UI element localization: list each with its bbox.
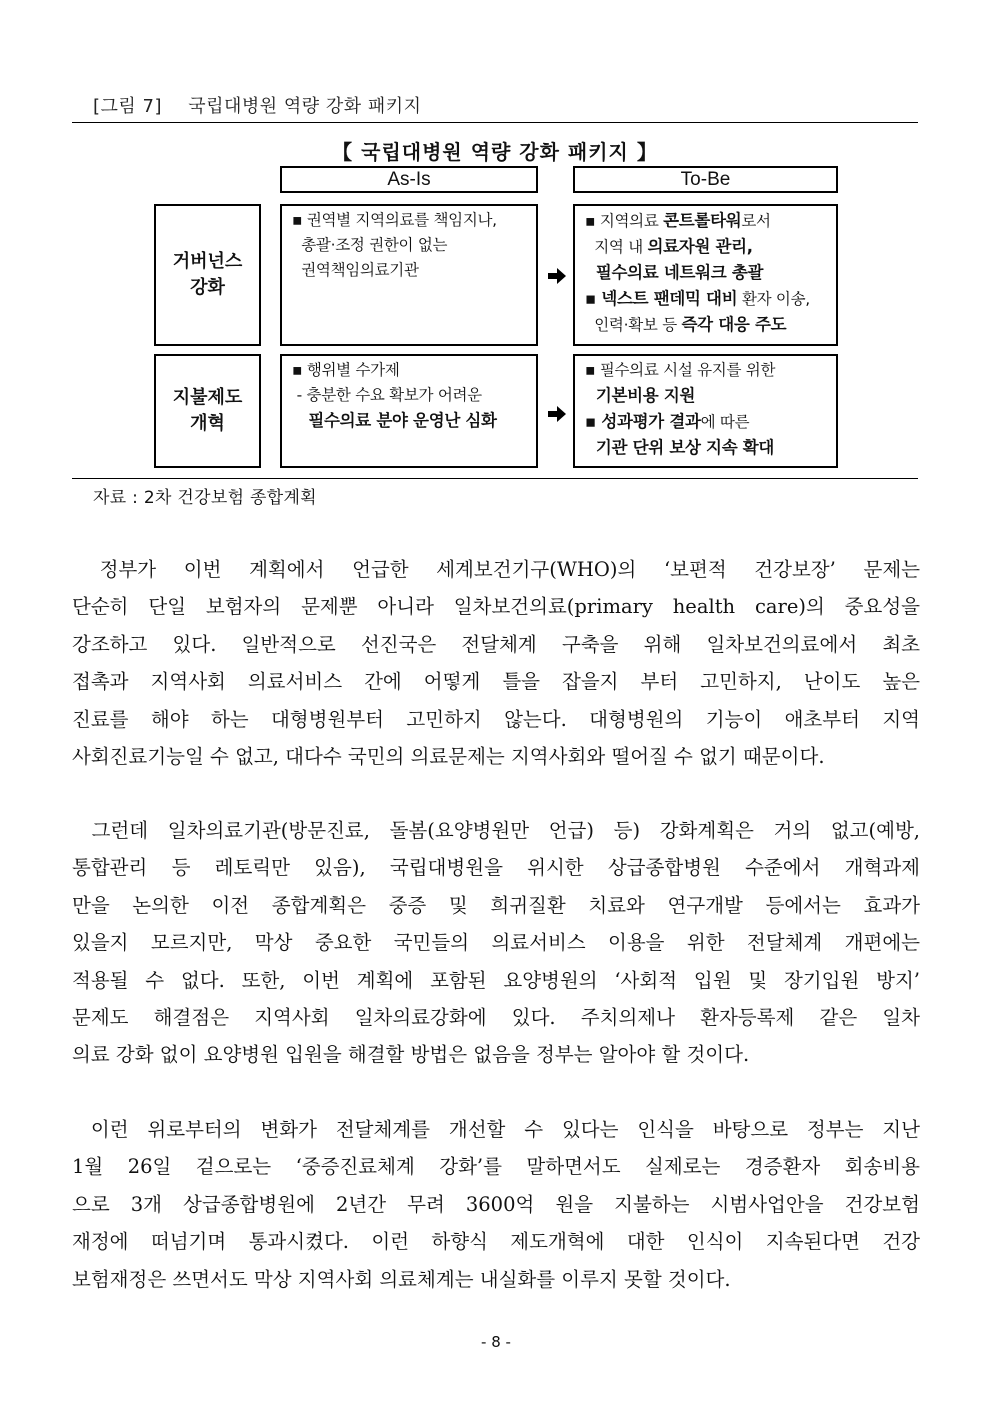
figure-bottom-rule xyxy=(72,478,918,479)
tobe-cell-governance xyxy=(573,204,838,346)
cell-text: 로서 xyxy=(741,212,771,230)
paragraph-line: 문제도 해결점은 지역사회 일차의료강화에 있다. 주치의제나 환자등록제 같은 일차 xyxy=(72,1005,920,1029)
cell-emphasis-text: 기본비용 지원 xyxy=(585,386,696,405)
cell-text: 인력·확보 등 xyxy=(585,316,682,334)
cell-line xyxy=(585,383,830,409)
cell-text: 환자 이송, xyxy=(737,290,810,308)
cell-line xyxy=(585,409,830,435)
cell-emphasis-text: 의료자원 관리, xyxy=(647,237,753,256)
paragraph-line: 그런데 일차의료기관(방문진료, 돌봄(요양병원만 언급) 등) 강화계획은 거의 없고(예방, xyxy=(72,819,920,842)
body-paragraph xyxy=(72,1111,920,1298)
cell-emphasis-text: 기관 단위 보상 지속 확대 xyxy=(585,438,775,457)
paragraph-line: 으로 3개 상급종합병원에 2년간 무려 3600억 원을 지불하는 시범사업안을 건강보험 xyxy=(72,1192,920,1216)
cell-line xyxy=(585,286,830,312)
row-header-payment xyxy=(154,354,261,468)
cell-text: ▪ 지역의료 xyxy=(585,212,664,230)
column-header-asis: As-Is xyxy=(280,166,538,193)
cell-emphasis-text: 필수의료 분야 운영난 심화 xyxy=(292,411,497,430)
cell-line xyxy=(292,208,530,233)
cell-text: ▪ 권역별 지역의료를 책임지나, xyxy=(292,211,497,229)
row-header-line: 지불제도 xyxy=(172,387,243,408)
cell-line xyxy=(292,358,530,383)
paragraph-line: 사회진료기능일 수 없고, 대다수 국민의 의료문제는 지역사회와 떨어질 수 없기 때문이다. xyxy=(72,744,825,768)
asis-cell-governance xyxy=(280,204,538,346)
cell-line xyxy=(585,358,830,383)
figure-caption-label: [그림 7] xyxy=(93,96,162,117)
cell-line xyxy=(292,383,530,408)
paragraph-line: 강조하고 있다. 일반적으로 선진국은 전달체계 구축을 위해 일차보건의료에서 최초 xyxy=(72,632,920,656)
asis-cell-payment xyxy=(280,354,538,468)
paragraph-line: 있을지 모르지만, 막상 중요한 국민들의 의료서비스 이용을 위한 전달체계 개편에는 xyxy=(72,931,920,955)
cell-line xyxy=(585,312,830,338)
paragraph-line: 접촉과 지역사회 의료서비스 간에 어떻게 틀을 잡을지 부터 고민하지, 난이도 높은 xyxy=(72,670,920,694)
row-header-line: 강화 xyxy=(190,277,225,298)
row-header-governance xyxy=(154,204,261,346)
cell-text: 지역 내 xyxy=(585,238,648,256)
figure-caption-text: 국립대병원 역량 강화 패키지 xyxy=(188,96,422,117)
paragraph-line: 재정에 떠넘기며 통과시켰다. 이런 하향식 제도개혁에 대한 인식이 지속된다면 건강 xyxy=(72,1230,920,1254)
paragraph-line: 정부가 이번 계획에서 언급한 세계보건기구(WHO)의 ‘보편적 건강보장’ 문제는 xyxy=(72,558,920,581)
cell-text: - 충분한 수요 확보가 어려운 xyxy=(292,386,482,404)
paragraph-line: 진료를 해야 하는 대형병원부터 고민하지 않는다. 대형병원의 기능이 애초부터 지역 xyxy=(72,707,920,731)
body-paragraph xyxy=(72,812,920,1074)
body-paragraph xyxy=(72,551,920,775)
figure-diagram xyxy=(72,123,918,478)
cell-text: ▪ 필수의료 시설 유지를 위한 xyxy=(585,361,776,379)
cell-text: 에 따른 xyxy=(700,413,750,431)
paragraph-line: 이런 위로부터의 변화가 전달체계를 개선할 수 있다는 인식을 바탕으로 정부는 지난 xyxy=(72,1118,920,1141)
right-arrow-icon xyxy=(547,266,567,286)
paragraph-line: 통합관리 등 레토릭만 있음), 국립대병원을 위시한 상급종합병원 수준에서 개혁과제 xyxy=(72,856,920,880)
cell-emphasis-text: 즉각 대응 주도 xyxy=(681,315,787,334)
cell-line xyxy=(585,260,830,286)
cell-emphasis-text: ▪ 넥스트 팬데믹 대비 xyxy=(585,289,738,308)
cell-text: ▪ 행위별 수가제 xyxy=(292,361,400,379)
column-header-tobe: To-Be xyxy=(573,166,838,193)
cell-emphasis-text: 콘트롤타워 xyxy=(663,211,742,230)
paragraph-line: 단순히 단일 보험자의 문제뿐 아니라 일차보건의료(primary health care)의 중요성을 xyxy=(72,595,920,619)
cell-text: 권역책임의료기관 xyxy=(292,261,419,279)
cell-line xyxy=(292,258,530,283)
paragraph-line: 적용될 수 없다. 또한, 이번 계획에 포함된 요양병원의 ‘사회적 입원 및 장기입원 방지’ xyxy=(72,968,920,992)
paragraph-line: 1월 26일 겉으로는 ‘중증진료체계 강화’를 말하면서도 실제로는 경증환자 회송비용 xyxy=(72,1155,920,1179)
diagram-title: 【 국립대병원 역량 강화 패키지 】 xyxy=(332,140,658,164)
paragraph-line: 만을 논의한 이전 종합계획은 중증 및 희귀질환 치료와 연구개발 등에서는 효과가 xyxy=(72,893,920,917)
right-arrow-icon xyxy=(547,404,567,424)
cell-line xyxy=(292,408,530,434)
page-number: - 8 - xyxy=(481,1333,511,1351)
row-header-line: 개혁 xyxy=(190,413,225,434)
cell-text: 총괄·조정 권한이 없는 xyxy=(292,236,448,254)
row-header-line: 거버넌스 xyxy=(172,251,243,272)
cell-line xyxy=(292,233,530,258)
figure-source: 자료 : 2차 건강보험 종합계획 xyxy=(93,488,317,508)
tobe-cell-payment xyxy=(573,354,838,468)
cell-line xyxy=(585,435,830,461)
cell-line xyxy=(585,234,830,260)
cell-emphasis-text: ▪ 성과평가 결과 xyxy=(585,412,701,431)
paragraph-line: 의료 강화 없이 요양병원 입원을 해결할 방법은 없음을 정부는 알아야 할 것이다. xyxy=(72,1043,750,1067)
figure-caption xyxy=(93,92,919,118)
cell-line xyxy=(585,208,830,234)
paragraph-line: 보험재정은 쓰면서도 막상 지역사회 의료체계는 내실화를 이루지 못할 것이다. xyxy=(72,1267,731,1291)
cell-emphasis-text: 필수의료 네트워크 총괄 xyxy=(585,263,764,282)
